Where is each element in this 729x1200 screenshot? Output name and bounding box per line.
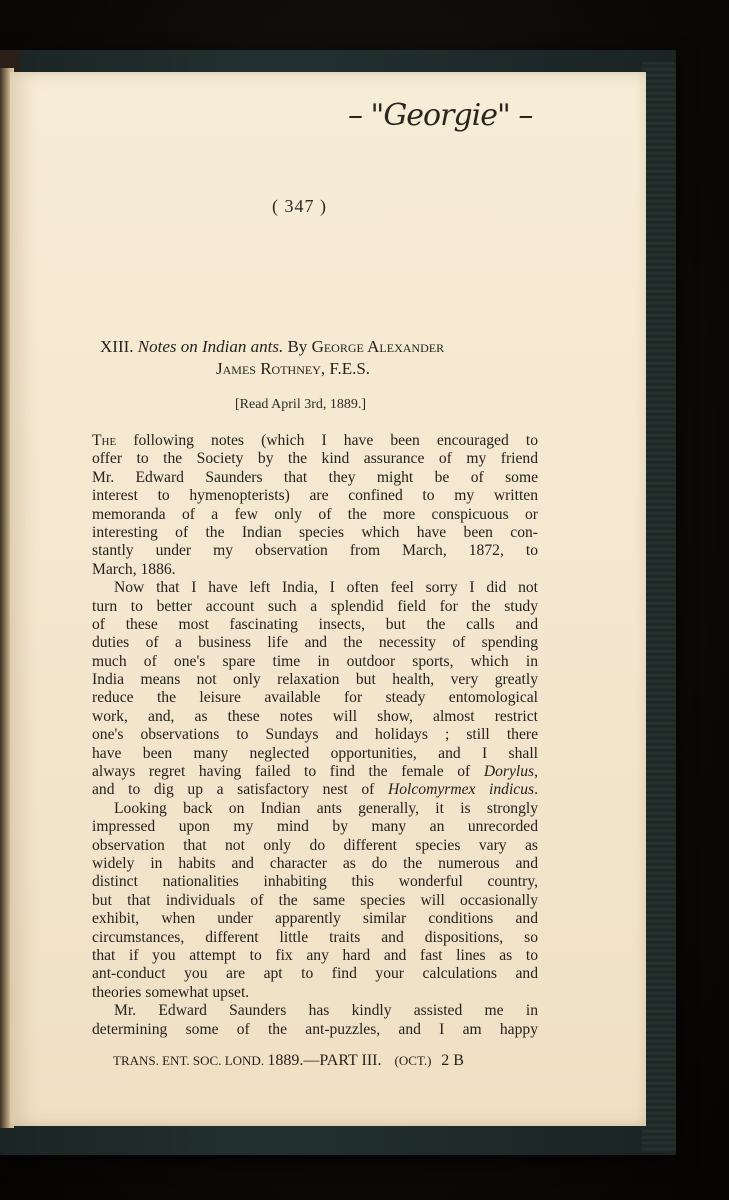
body-line: circumstances, different little traits and dispositions, so (92, 928, 538, 946)
body-line: memoranda of a few only of the more conspicuous or (92, 505, 538, 523)
body-line: The following notes (which I have been encouraged to (92, 432, 538, 449)
body-line: India means not only relaxation but health, very greatly (92, 671, 538, 689)
body-line: Mr. Edward Saunders that they might be of some (92, 468, 538, 486)
body-line: interesting of the Indian species which have been con- (92, 523, 538, 541)
journal-name: TRANS. ENT. SOC. LOND. (113, 1053, 265, 1068)
author-credentials: F.E.S. (329, 359, 371, 378)
body-line: Looking back on Indian ants generally, it is strongly (114, 799, 538, 817)
body-line: of these most fascinating insects, but the calls and (92, 615, 538, 633)
body-line: impressed upon my mind by many an unrecorded (92, 818, 538, 836)
body-line: have been many neglected opportunities, and I shall (92, 744, 538, 762)
body-line: always regret having failed to find the female of Dorylus, (92, 763, 538, 781)
body-line: one's observations to Sundays and holidays ; still there (92, 726, 538, 744)
body-line: work, and, as these notes will show, almost restrict (92, 707, 538, 725)
body-line: turn to better account such a splendid field for the study (92, 597, 538, 615)
body-line: Now that I have left India, I often feel sorry I did not (114, 579, 538, 597)
body-line: widely in habits and character as do the numerous and (92, 854, 538, 872)
cover-edge (642, 62, 676, 1152)
body-line: stantly under my observation from March, 1872, to (92, 542, 538, 560)
title-line-1 (100, 336, 560, 358)
body-line: interest to hymenopterists) are confined to my written (92, 487, 538, 505)
page-number: ( 347 ) (272, 196, 327, 216)
body-line: observation that not only do different species vary as (92, 836, 538, 854)
body-line: reduce the leisure available for steady entomological (92, 689, 538, 707)
body-line: offer to the Society by the kind assurance of my friend (92, 450, 538, 468)
article-title-italic: Notes on Indian ants. (137, 337, 284, 356)
body-line: that if you attempt to fix any hard and fast lines as to (92, 946, 538, 964)
signature-mark: 2 B (441, 1052, 464, 1069)
body-line: March, 1886. (92, 560, 176, 578)
article-body (92, 432, 538, 1039)
year-part: 1889.—PART III. (267, 1052, 382, 1069)
body-line: exhibit, when under apparently similar conditions and (92, 910, 538, 928)
body-line: determining some of the ant-puzzles, and I am happy (92, 1020, 538, 1038)
body-line: and to dig up a satisfactory nest of Holcomyrmex indicus. (92, 781, 538, 799)
page-footer (113, 1052, 533, 1070)
author-first-names: George Alexander (311, 337, 445, 356)
issue-month: (OCT.) (394, 1053, 432, 1068)
article-title (100, 336, 560, 380)
body-line: much of one's spare time in outdoor sports, which in (92, 652, 538, 670)
inscription-text: – "Georgie" – (348, 98, 533, 133)
body-line: Mr. Edward Saunders has kindly assisted me in (114, 1002, 538, 1020)
body-line: theories somewhat upset. (92, 983, 250, 1001)
body-line: but that individuals of the same species will occasionally (92, 891, 538, 909)
article-number: XIII. (100, 337, 134, 356)
body-line: distinct nationalities inhabiting this wonderful country, (92, 873, 538, 891)
read-date: [Read April 3rd, 1889.] (235, 397, 367, 412)
by-word: By (287, 337, 308, 356)
author-surname: James Rothney, (216, 359, 326, 378)
body-line: ant-conduct you are apt to find your calculations and (92, 965, 538, 983)
body-line: duties of a business life and the necessity of spending (92, 634, 538, 652)
handwritten-inscription (348, 90, 533, 160)
title-line-2 (100, 358, 560, 380)
